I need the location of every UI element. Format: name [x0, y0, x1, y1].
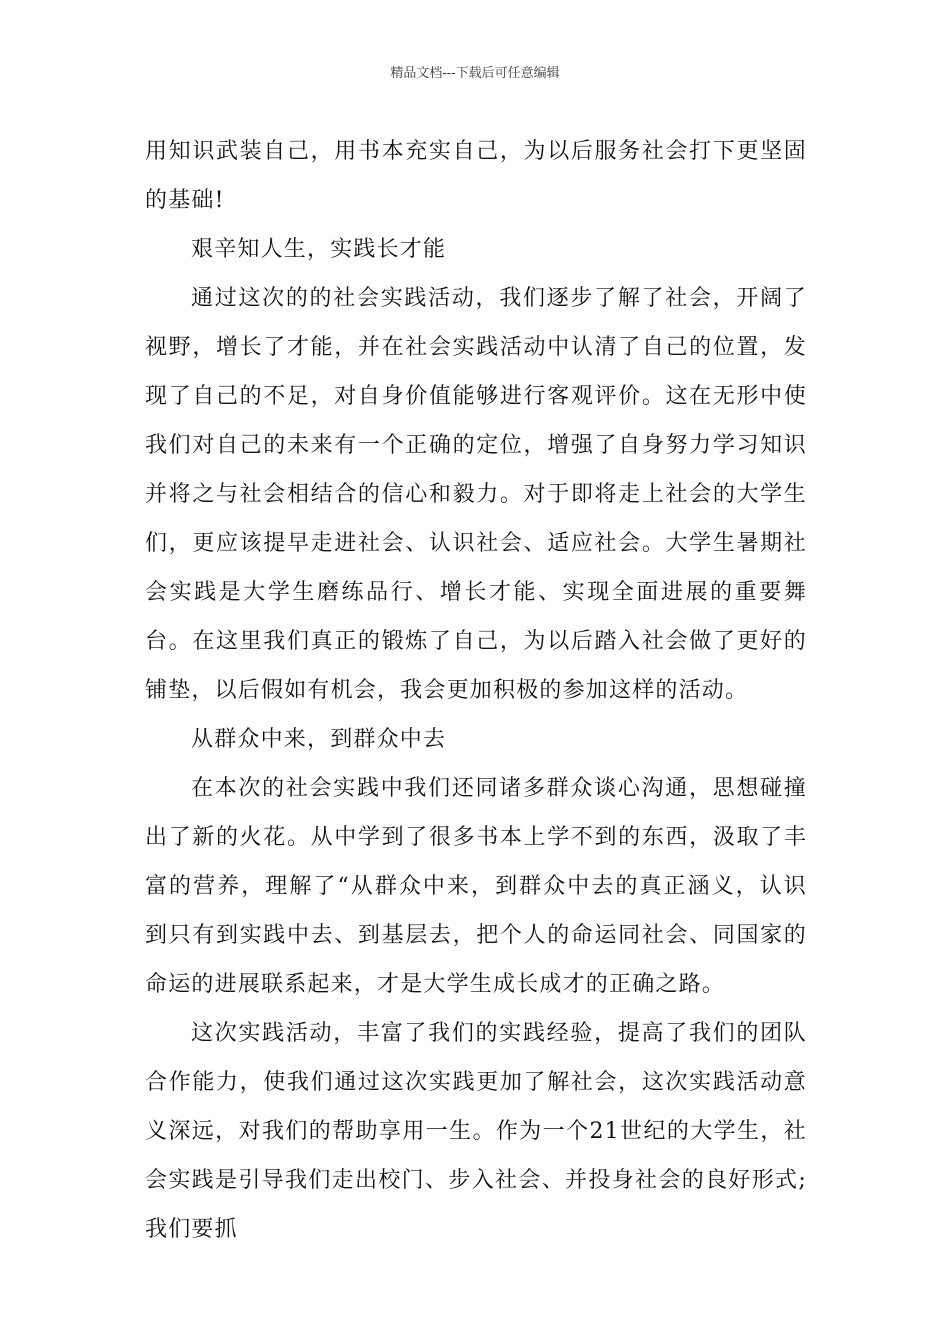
document-body: [145, 127, 807, 1254]
section-heading-masses: 从群众中来，到群众中去: [191, 727, 447, 752]
page-header: 精品文档---下载后可任意编辑: [390, 66, 560, 81]
paragraph-continuation: 用知识武装自己，用书本充实自己，为以后服务社会打下更坚固的基础!: [145, 139, 807, 213]
paragraph-practice-activity: 通过这次的的社会实践活动，我们逐步了解了社会，开阔了视野，增长了才能，并在社会实践活动中认清了自己的位置，发现了自己的不足，对自身价值能够进行客观评价。这在无形中使我们对自己的未来有一个正确的定位，增强了自身努力学习知识并将之与社会相结合的信心和毅力。对于即将走上社会的大学生们，更应该提早走进社会、认识社会、适应社会。大学生暑期社会实践是大学生磨练品行、增长才能、实现全面进展的重要舞台。在这里我们真正的锻炼了自己，为以后踏入社会做了更好的铺垫，以后假如有机会，我会更加积极的参加这样的活动。: [145, 286, 807, 703]
section-heading-hardship: 艰辛知人生，实践长才能: [191, 237, 447, 262]
paragraph-summary: 这次实践活动，丰富了我们的实践经验，提高了我们的团队合作能力，使我们通过这次实践更加了解社会，这次实践活动意义深远，对我们的帮助享用一生。作为一个21世纪的大学生，社会实践是引导我们走出校门、步入社会、并投身社会的良好形式;我们要抓: [145, 1021, 807, 1242]
paragraph-masses: 在本次的社会实践中我们还同诸多群众谈心沟通，思想碰撞出了新的火花。从中学到了很多书本上学不到的东西，汲取了丰富的营养，理解了“从群众中来，到群众中去的真正涵义，认识到只有到实践中去、到基层去，把个人的命运同社会、同国家的命运的进展联系起来，才是大学生成长成才的正确之路。: [145, 776, 807, 997]
